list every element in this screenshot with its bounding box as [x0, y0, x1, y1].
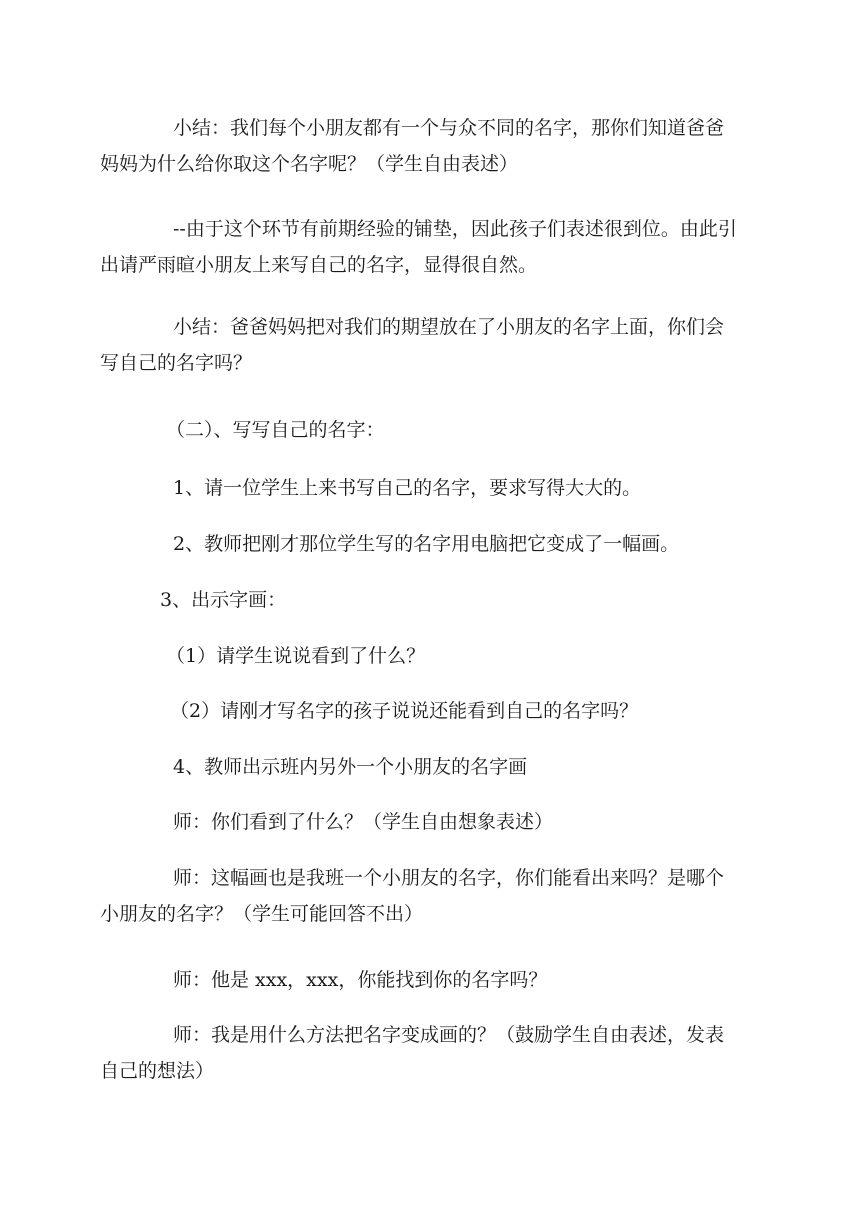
section-heading-write-name: （二）、写写自己的名字： — [166, 419, 385, 441]
teacher-question-1: 师：你们看到了什么？（学生自由想象表述） — [173, 811, 554, 833]
sub-item-1: （1）请学生说说看到了什么？ — [166, 645, 426, 667]
paragraph-summary-expectation: 小结：爸爸妈妈把对我们的期望放在了小朋友的名字上面，你们会写自己的名字吗？ — [100, 316, 725, 374]
list-item-2: 2、教师把刚才那位学生写的名字用电脑把它变成了一幅画。 — [173, 533, 680, 555]
list-item-4: 4、教师出示班内另外一个小朋友的名字画 — [173, 756, 528, 778]
teacher-question-4: 师：我是用什么方法把名字变成画的？（鼓励学生自由表述，发表自己的想法） — [100, 1024, 725, 1082]
teacher-question-2: 师：这幅画也是我班一个小朋友的名字，你们能看出来吗？是哪个小朋友的名字？（学生可能回答不出） — [100, 867, 725, 925]
paragraph-summary-names: 小结：我们每个小朋友都有一个与众不同的名字，那你们知道爸爸妈妈为什么给你取这个名字呢？（学生自由表述） — [100, 117, 725, 175]
sub-item-2: （2）请刚才写名字的孩子说说还能看到自己的名字吗？ — [170, 700, 639, 722]
list-item-3: 3、出示字画： — [160, 589, 287, 611]
paragraph-reflection: --由于这个环节有前期经验的铺垫，因此孩子们表述很到位。由此引出请严雨暄小朋友上来写自己的名字，显得很自然。 — [100, 218, 737, 276]
teacher-question-3: 师：他是 xxx，xxx，你能找到你的名字吗？ — [173, 969, 548, 991]
list-item-1: 1、请一位学生上来书写自己的名字，要求写得大大的。 — [173, 477, 642, 499]
